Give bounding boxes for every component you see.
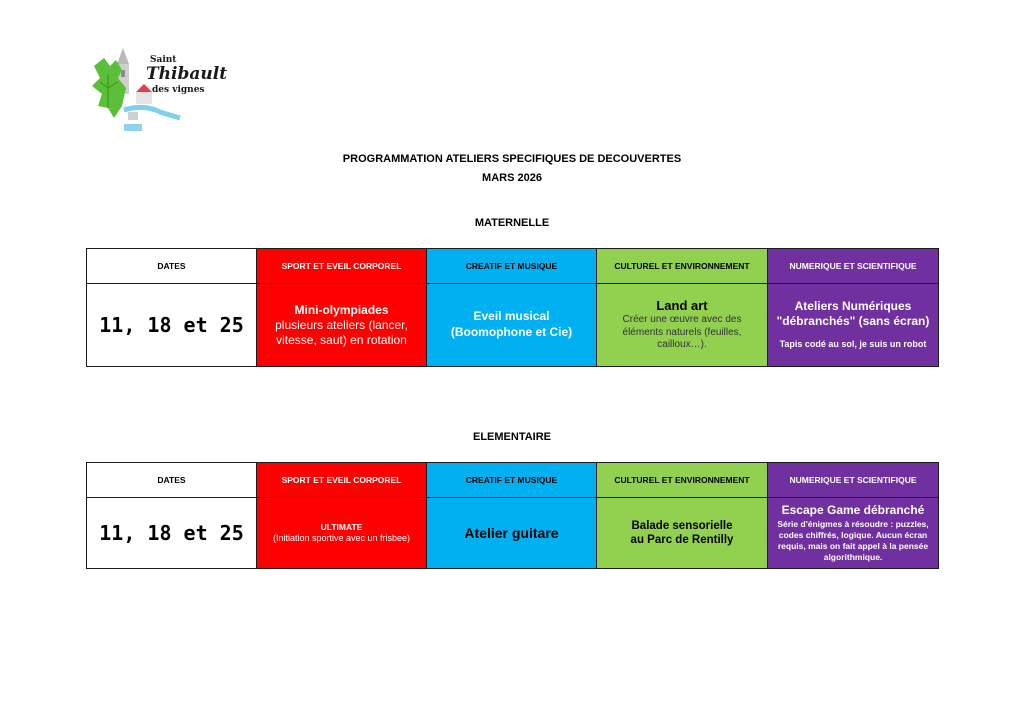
numerique-activity-description: Série d'énigmes à résoudre : puzzles, codes chiffrés, logique. Aucun écran requis, mais on fait appel à la pensée algorithmique. <box>777 518 929 562</box>
cell-culturel <box>597 498 768 569</box>
cell-sport <box>257 284 427 367</box>
numerique-activity-title: Ateliers Numériques "débranchés" (sans écran) <box>776 298 930 329</box>
section-title-maternelle: MATERNELLE <box>474 217 550 229</box>
cell-numerique <box>768 284 939 367</box>
table-elementaire <box>86 462 939 569</box>
section-title-elementaire: ELEMENTAIRE <box>472 431 552 443</box>
header-numerique: NUMERIQUE ET SCIENTIFIQUE <box>768 249 939 284</box>
cell-creatif <box>427 284 597 367</box>
header-culturel: CULTUREL ET ENVIRONNEMENT <box>597 463 768 498</box>
creatif-activity-description: (Boomophone et Cie) <box>450 325 573 339</box>
cell-dates <box>87 498 257 569</box>
header-sport: SPORT ET EVEIL CORPOREL <box>257 463 427 498</box>
logo-word-des-vignes: des vignes <box>152 85 205 95</box>
cell-sport <box>257 498 427 569</box>
table-maternelle <box>86 248 939 367</box>
cell-creatif <box>427 498 597 569</box>
numerique-activity-description: Tapis codé au sol, je suis un robot <box>779 338 927 349</box>
table-header-row <box>87 463 939 498</box>
culturel-activity-line-1: Balade sensorielle <box>631 519 733 532</box>
sport-activity-description: plusieurs ateliers (lancer, vitesse, saut) en rotation <box>275 318 408 347</box>
creatif-activity-title: Eveil musical <box>473 309 550 324</box>
logo-word-saint: Saint <box>150 55 177 65</box>
creatif-activity-title: Atelier guitare <box>464 525 559 541</box>
header-dates: DATES <box>87 463 257 498</box>
cell-culturel <box>597 284 768 367</box>
page-title: PROGRAMMATION ATELIERS SPECIFIQUES DE DECOUVERTES <box>342 153 682 165</box>
header-creatif: CREATIF ET MUSIQUE <box>427 249 597 284</box>
culturel-activity-line-2: au Parc de Rentilly <box>630 534 734 546</box>
header-culturel: CULTUREL ET ENVIRONNEMENT <box>597 249 768 284</box>
table-row <box>87 498 939 569</box>
logo-word-thibault: Thibault <box>146 64 228 84</box>
dates-text: 11, 18 et 25 <box>99 313 244 337</box>
header-sport: SPORT ET EVEIL CORPOREL <box>257 249 427 284</box>
cell-numerique <box>768 498 939 569</box>
header-dates: DATES <box>87 249 257 284</box>
dates-text: 11, 18 et 25 <box>99 521 244 545</box>
culturel-activity-title: Land art <box>656 298 708 314</box>
numerique-activity-title: Escape Game débranché <box>781 503 925 518</box>
sport-activity-title: Mini-olympiades <box>294 302 389 317</box>
sport-activity-description: (Initiation sportive avec un frisbee) <box>272 533 411 544</box>
sport-activity-title: ULTIMATE <box>320 522 363 533</box>
table-header-row <box>87 249 939 284</box>
culturel-activity-description: Créer une œuvre avec des éléments naturels (feuilles, cailloux…). <box>622 314 742 351</box>
header-numerique: NUMERIQUE ET SCIENTIFIQUE <box>768 463 939 498</box>
header-creatif: CREATIF ET MUSIQUE <box>427 463 597 498</box>
page-subtitle-month: MARS 2026 <box>482 172 542 184</box>
table-row <box>87 284 939 367</box>
town-logo <box>90 44 230 136</box>
cell-dates <box>87 284 257 367</box>
